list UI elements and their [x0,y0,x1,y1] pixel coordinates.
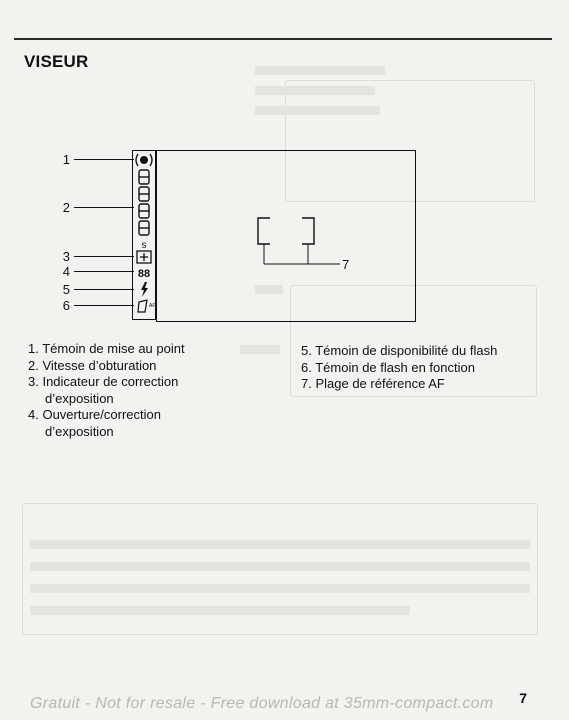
legend-item-3: 3. Indicateur de correction [28,374,179,389]
leader-line-5 [74,289,134,290]
callout-5: 5 [62,282,70,297]
callout-1: 1 [62,152,70,167]
leader-line-1 [74,159,134,160]
top-rule [14,38,552,40]
legend-item-5: 5. Témoin de disponibilité du flash [301,343,498,358]
callout-3: 3 [62,249,70,264]
callout-7: 7 [342,257,350,272]
af-reference-bracket [250,216,370,276]
legend-item-3-continued: d’exposition [45,390,114,406]
page-title: VISEUR [24,52,89,71]
callout-4: 4 [62,264,70,279]
viewfinder-indicator-strip [132,150,156,320]
leader-line-6 [74,305,134,306]
leader-line-3 [74,256,134,257]
ghost-line [30,540,530,549]
ghost-line [255,106,380,115]
page-number: 7 [519,690,527,706]
ghost-line [30,562,530,571]
svg-text:AF: AF [149,303,155,309]
legend-item-6: 6. Témoin de flash en fonction [301,359,475,375]
ghost-line [30,606,410,615]
speed-unit-label: s [141,240,147,251]
footer-watermark: Gratuit - Not for resale - Free download at 35mm-compact.com [30,695,494,712]
legend-item-2: 2. Vitesse d’obturation [28,357,157,373]
legend-item-1: 1. Témoin de mise au point [28,341,185,356]
indicator-strip-graphics [133,151,155,319]
ghost-line [255,66,385,75]
legend-item-7: 7. Plage de référence AF [301,376,445,391]
ghost-line [255,86,375,95]
focus-indicator-icon [136,154,152,166]
legend-right [301,343,556,393]
legend-left [28,341,278,440]
callout-6: 6 [62,298,70,313]
flash-in-use-icon [138,300,155,312]
leader-line-4 [74,271,134,272]
shutter-speed-digits [139,170,149,235]
exposure-correction-icon [137,251,151,263]
legend-item-4: 4. Ouverture/correction [28,407,161,422]
legend-item-4-continued: d’exposition [45,423,114,439]
callout-2: 2 [62,200,70,215]
ghost-line [30,584,530,593]
aperture-digits: 88 [137,268,151,280]
leader-line-2 [74,207,134,208]
flash-ready-icon [141,282,148,297]
